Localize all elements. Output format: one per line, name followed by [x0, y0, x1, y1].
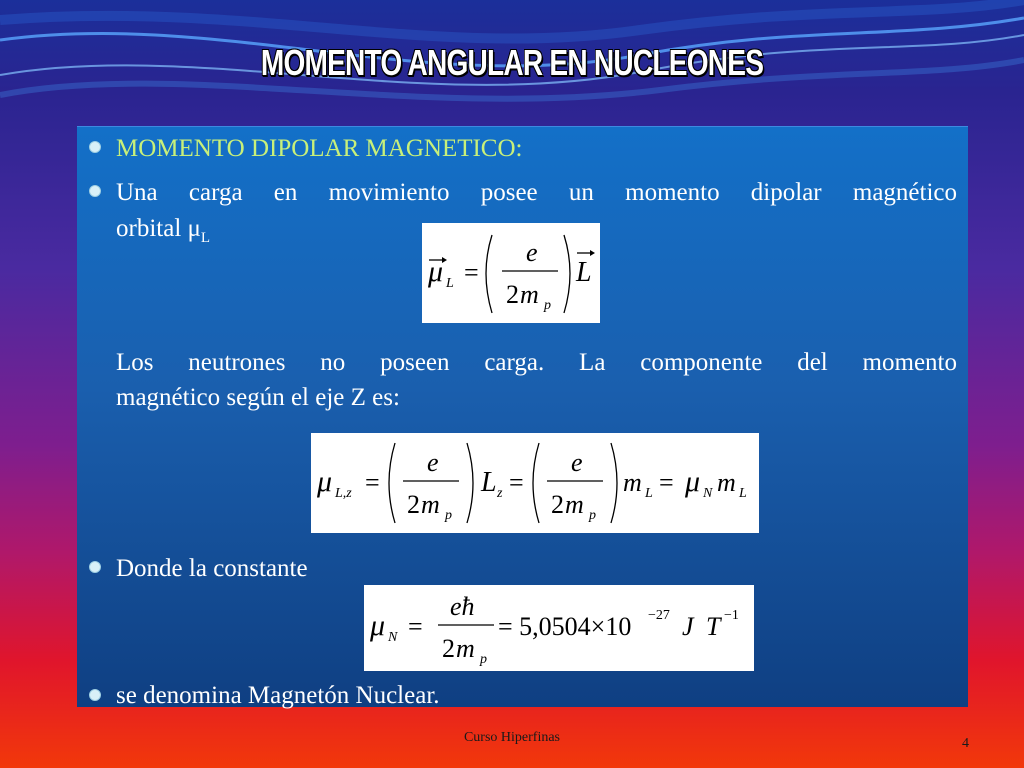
- svg-text:p: p: [544, 298, 551, 313]
- svg-text:N: N: [703, 486, 713, 501]
- svg-text:=: =: [659, 468, 674, 497]
- paragraph-line: orbital $\mu_L$: [116, 215, 211, 246]
- paragraph-line: magnético según el eje Z es:: [116, 384, 400, 411]
- svg-text:L: L: [576, 257, 592, 288]
- svg-text:m: m: [456, 634, 475, 663]
- svg-text:=: =: [365, 468, 380, 497]
- svg-text:2: 2: [442, 634, 455, 663]
- svg-text:z: z: [497, 486, 503, 501]
- formula-z-component: [311, 433, 759, 533]
- svg-text:m: m: [717, 468, 736, 497]
- svg-text:μ: μ: [317, 465, 333, 498]
- svg-text:L: L: [739, 486, 747, 501]
- svg-text:=: =: [464, 258, 479, 287]
- svg-text:2: 2: [407, 490, 420, 519]
- paragraph-line: se denomina Magnetón Nuclear.: [116, 682, 440, 709]
- svg-text:L: L: [446, 276, 454, 291]
- svg-text:T: T: [706, 612, 721, 641]
- svg-text:e: e: [427, 448, 439, 477]
- svg-text:J: J: [682, 612, 694, 641]
- svg-text:L: L: [481, 467, 497, 498]
- bullet-dot: [89, 561, 101, 573]
- page-number: 4: [962, 736, 969, 751]
- svg-text:L: L: [645, 486, 653, 501]
- svg-text:p: p: [480, 652, 487, 667]
- svg-text:μ: μ: [428, 255, 444, 288]
- svg-text:m: m: [623, 468, 642, 497]
- formula-nuclear-magneton: [364, 585, 754, 671]
- formula-orbital-moment: [422, 223, 600, 323]
- svg-text:e: e: [526, 238, 538, 267]
- content-panel: [77, 126, 968, 707]
- bullet-dot: [89, 185, 101, 197]
- svg-text:2: 2: [551, 490, 564, 519]
- paragraph-line: Donde la constante: [116, 555, 308, 582]
- bullet-dot: [89, 141, 101, 153]
- svg-text:m: m: [565, 490, 584, 519]
- svg-text:eħ: eħ: [450, 592, 475, 621]
- svg-text:p: p: [589, 508, 596, 523]
- svg-text:m: m: [421, 490, 440, 519]
- svg-text:=: =: [509, 468, 524, 497]
- svg-text:L,z: L,z: [335, 486, 352, 501]
- paragraph-line: Los neutrones no poseen carga. La componente del momento: [116, 349, 957, 376]
- svg-text:μ: μ: [685, 465, 701, 498]
- paragraph-line: Una carga en movimiento posee un momento dipolar magnético: [116, 179, 957, 206]
- svg-text:2: 2: [506, 280, 519, 309]
- svg-text:−27: −27: [648, 608, 670, 623]
- svg-text:e: e: [571, 448, 583, 477]
- footer-course: Curso Hiperfinas: [463, 730, 561, 745]
- heading-bullet: MOMENTO DIPOLAR MAGNETICO:: [116, 135, 523, 162]
- svg-text:m: m: [520, 280, 539, 309]
- slide-title: MOMENTO ANGULAR EN NUCLEONES: [260, 42, 764, 83]
- svg-text:μ: μ: [370, 609, 386, 642]
- svg-text:N: N: [388, 630, 398, 645]
- svg-text:−1: −1: [724, 608, 739, 623]
- svg-text:= 5,0504×10: = 5,0504×10: [498, 612, 632, 641]
- bullet-dot: [89, 689, 101, 701]
- svg-text:p: p: [445, 508, 452, 523]
- svg-text:=: =: [408, 612, 423, 641]
